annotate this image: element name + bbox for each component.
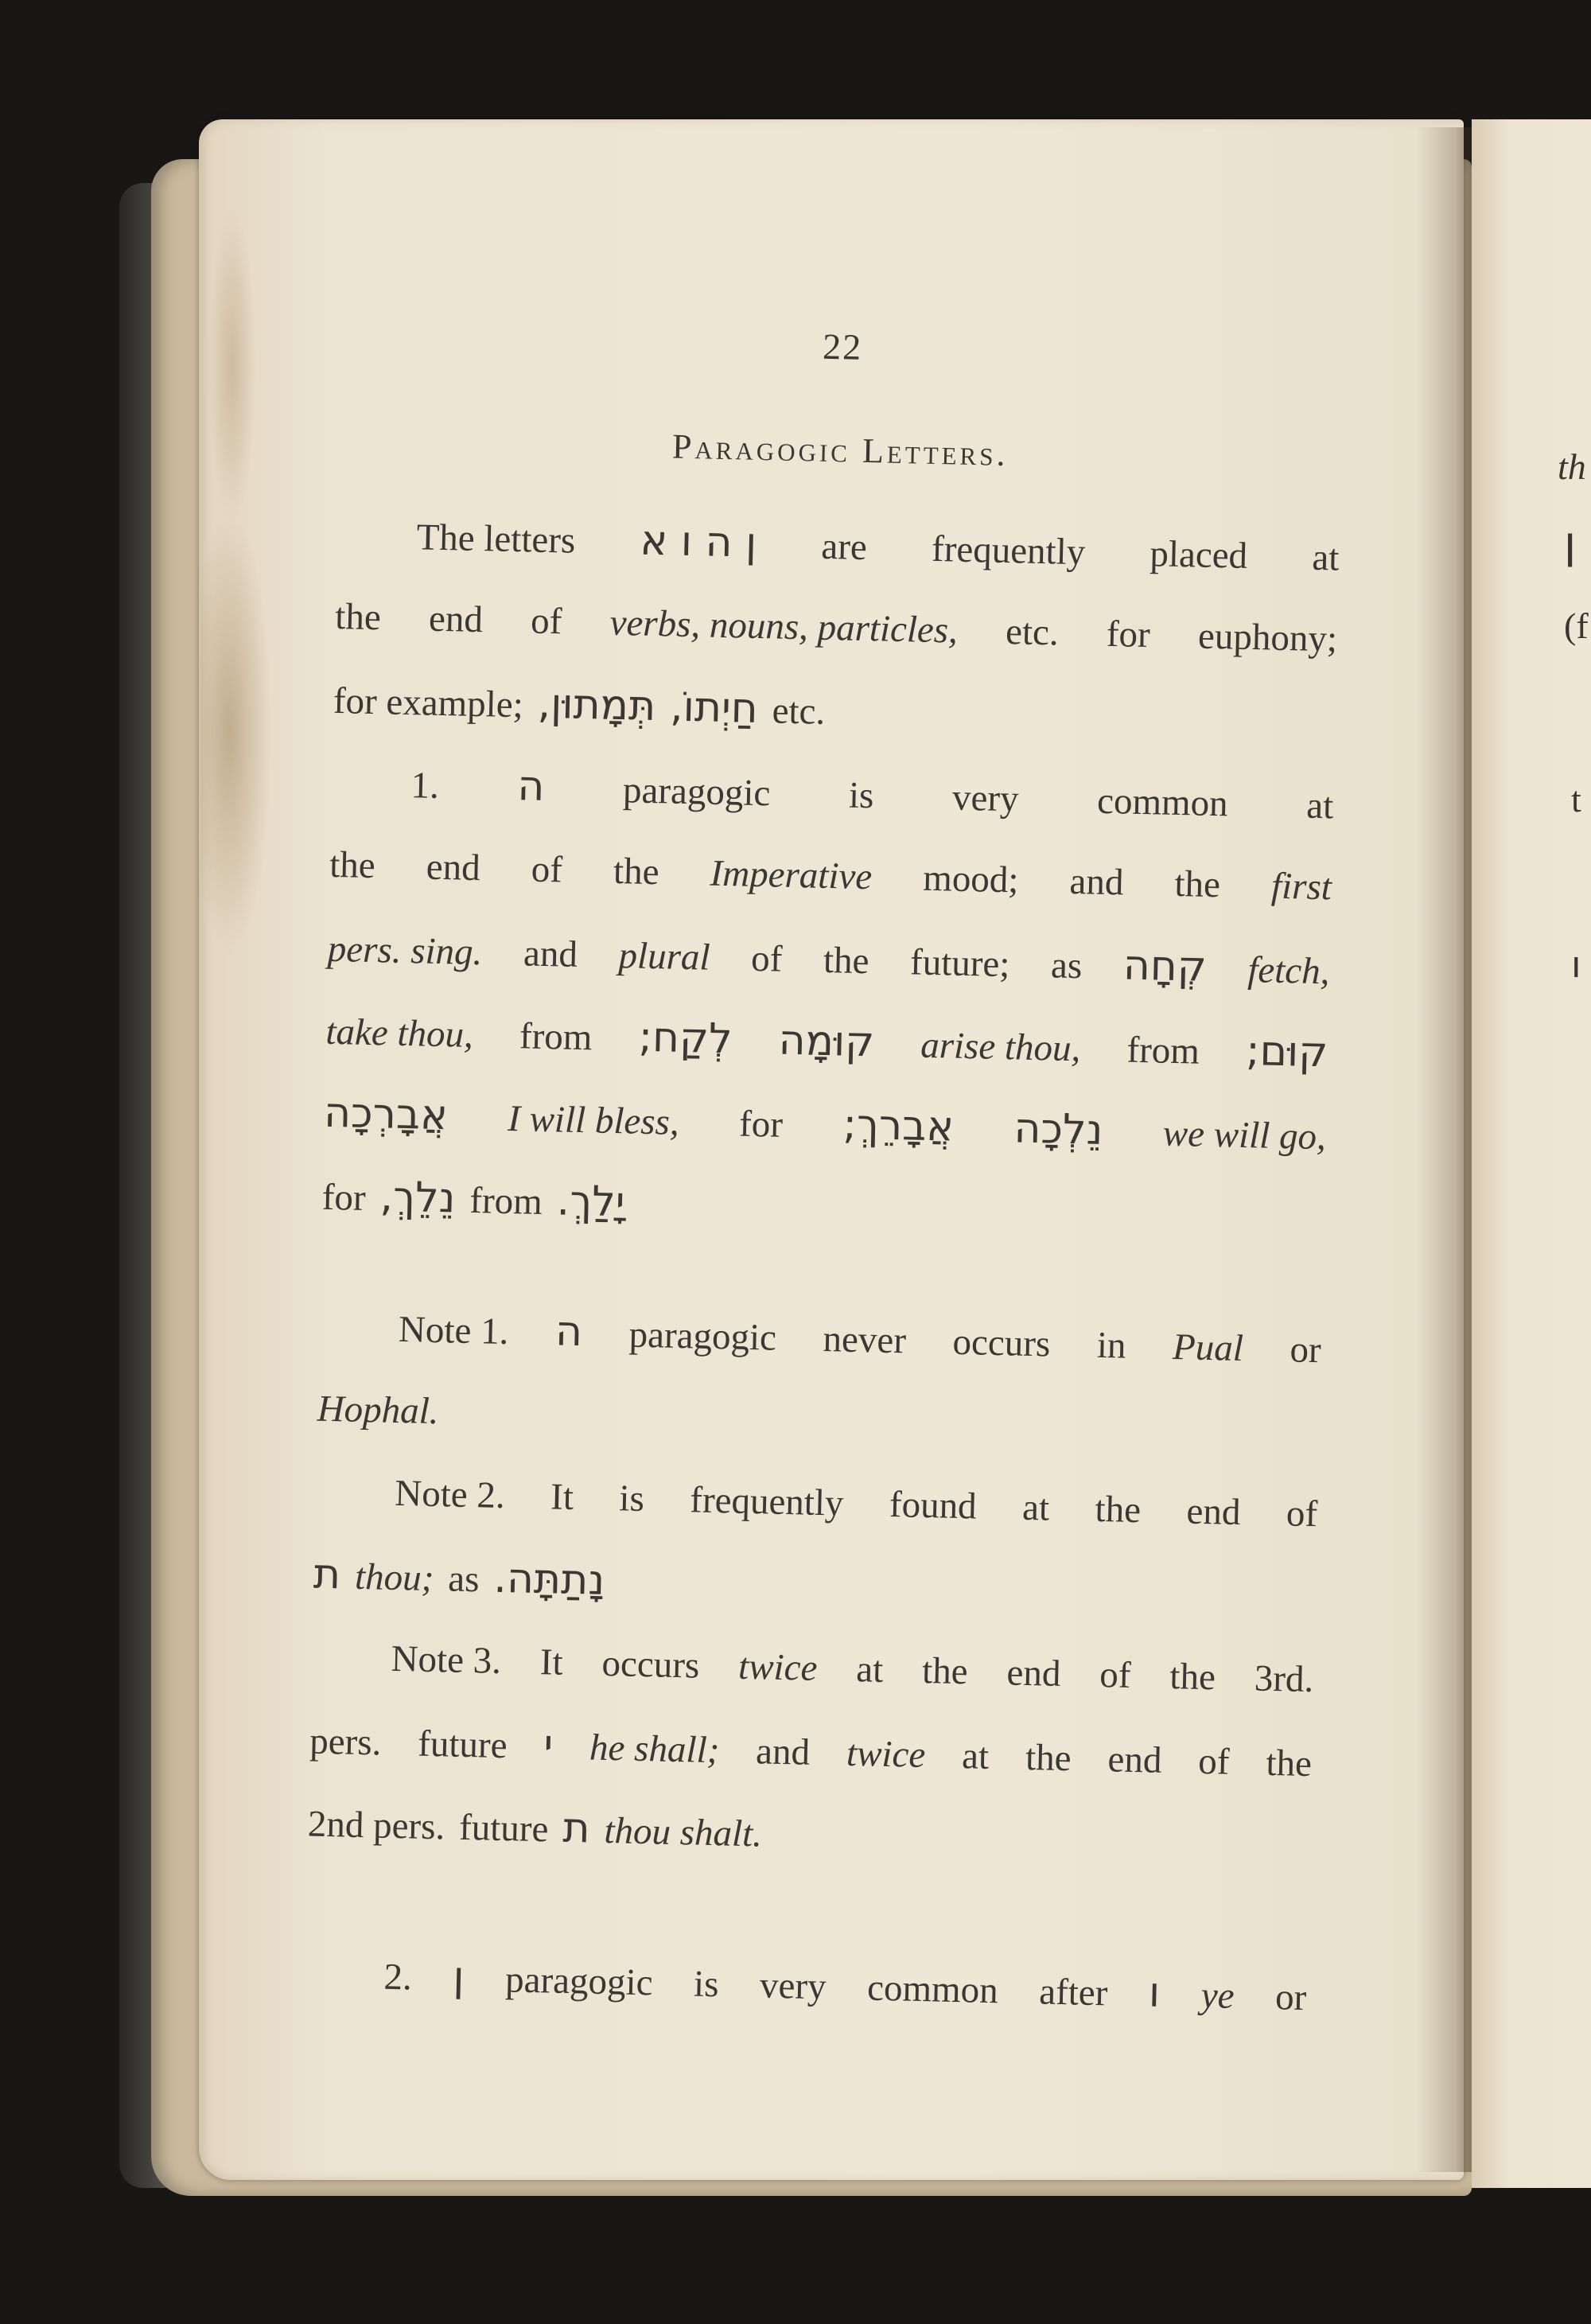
word: found bbox=[889, 1484, 978, 1528]
italic-word: thou; bbox=[354, 1555, 434, 1600]
word: very bbox=[759, 1964, 827, 2008]
word: future bbox=[417, 1723, 508, 1767]
hebrew-letter: ה bbox=[516, 762, 546, 811]
note-label: Note 2. bbox=[394, 1472, 506, 1517]
word: end bbox=[1185, 1490, 1242, 1534]
word: the bbox=[1265, 1742, 1313, 1785]
facing-page-text-4: t bbox=[1571, 779, 1581, 819]
word: the bbox=[329, 843, 376, 887]
word: the bbox=[823, 939, 870, 983]
word: mood; bbox=[922, 857, 1020, 901]
hebrew-letter: ו bbox=[1148, 1968, 1161, 2017]
word: the bbox=[921, 1649, 969, 1693]
word: 2nd pers. bbox=[307, 1803, 445, 1848]
word: etc. bbox=[1005, 611, 1060, 654]
word: from bbox=[1126, 1029, 1200, 1072]
hebrew-word: נָתַתָּה. bbox=[492, 1554, 605, 1605]
note-3 bbox=[307, 1616, 1315, 1887]
word: is bbox=[618, 1477, 645, 1520]
word: paragogic bbox=[622, 769, 771, 815]
italic-word: take thou, bbox=[325, 1010, 474, 1056]
italic-word: thou shalt. bbox=[603, 1809, 763, 1855]
hebrew-letter: ת bbox=[313, 1550, 341, 1599]
hebrew-letter: ן bbox=[452, 1952, 465, 2002]
word: for bbox=[321, 1176, 367, 1219]
note-1 bbox=[317, 1285, 1322, 1473]
hebrew-word: נֵלְכָה bbox=[1013, 1104, 1104, 1154]
word: It bbox=[539, 1641, 564, 1684]
italic-word: pers. sing. bbox=[327, 928, 483, 974]
book-gutter bbox=[1416, 127, 1472, 2172]
word: at bbox=[855, 1649, 884, 1691]
paragraph-1 bbox=[333, 492, 1340, 764]
word: paragogic bbox=[504, 1959, 654, 2004]
word: occurs bbox=[952, 1321, 1051, 1365]
word: and bbox=[755, 1730, 811, 1773]
italic-word: Imperative bbox=[710, 852, 873, 898]
hebrew-word: אֲבָרֵךְ; bbox=[842, 1100, 955, 1151]
word: It bbox=[550, 1476, 574, 1518]
word: the bbox=[613, 850, 660, 893]
note-label: Note 1. bbox=[398, 1308, 509, 1353]
hebrew-letters: ן ה ו א bbox=[639, 516, 757, 567]
list-number: 1. bbox=[410, 765, 440, 807]
hebrew-word: יָלַךְ. bbox=[556, 1177, 626, 1227]
hebrew-word: נֵלֵךְ, bbox=[379, 1173, 457, 1223]
facing-page-text-2: ן bbox=[1564, 517, 1577, 569]
note-label: Note 3. bbox=[391, 1637, 502, 1682]
word: in bbox=[1096, 1324, 1127, 1367]
italic-word: Pual bbox=[1172, 1326, 1244, 1370]
word: of bbox=[1099, 1654, 1132, 1696]
word: from bbox=[519, 1015, 593, 1059]
word: or bbox=[1274, 1976, 1307, 2019]
word: end bbox=[428, 598, 484, 641]
word: of bbox=[750, 937, 783, 980]
word: of bbox=[530, 600, 562, 643]
word: and bbox=[523, 932, 578, 975]
page-stain-top bbox=[208, 207, 256, 525]
word: of bbox=[531, 848, 563, 891]
word: as bbox=[1050, 944, 1083, 987]
italic-word: we will go, bbox=[1162, 1112, 1327, 1158]
word: future bbox=[458, 1806, 549, 1851]
italic-word: plural bbox=[618, 935, 711, 979]
facing-page bbox=[1472, 119, 1591, 2188]
hebrew-word: קוּם; bbox=[1245, 1027, 1328, 1077]
word: never bbox=[823, 1318, 907, 1362]
word: frequently bbox=[931, 527, 1086, 574]
word: the bbox=[1169, 1656, 1216, 1699]
word: of bbox=[1286, 1493, 1318, 1536]
italic-word: first bbox=[1270, 865, 1332, 909]
italic-word: arise thou, bbox=[920, 1024, 1081, 1070]
word: at bbox=[961, 1735, 990, 1777]
word: is bbox=[693, 1963, 720, 2006]
word: pers. bbox=[309, 1720, 382, 1764]
word: as bbox=[447, 1558, 480, 1601]
italic-word: he shall; bbox=[589, 1726, 720, 1772]
page-content bbox=[303, 314, 1344, 2038]
hebrew-letter: ה bbox=[554, 1307, 583, 1357]
facing-page-text-1: th bbox=[1558, 446, 1586, 487]
page-stain bbox=[200, 509, 272, 955]
word: occurs bbox=[601, 1642, 700, 1687]
hebrew-word: חַיְתוֹ, bbox=[669, 683, 759, 733]
word: future; bbox=[909, 941, 1010, 986]
word: paragogic bbox=[628, 1314, 777, 1359]
facing-page-text-5: ו bbox=[1571, 943, 1581, 986]
word: common bbox=[866, 1967, 999, 2012]
word: frequently bbox=[689, 1479, 845, 1524]
word: euphony; bbox=[1197, 615, 1338, 660]
paragraph-2 bbox=[321, 741, 1335, 1259]
word: for example; bbox=[333, 679, 524, 726]
word: the bbox=[1095, 1488, 1142, 1532]
word: or bbox=[1289, 1329, 1322, 1372]
word: the bbox=[334, 595, 382, 639]
word: at bbox=[1021, 1486, 1050, 1529]
word: from bbox=[469, 1179, 543, 1223]
word: end bbox=[1107, 1738, 1163, 1781]
list-number: 2. bbox=[383, 1956, 413, 1999]
word: the bbox=[1173, 862, 1221, 906]
italic-word: twice bbox=[846, 1732, 926, 1777]
word: The letters bbox=[416, 516, 576, 562]
page-number: 22 bbox=[822, 325, 863, 368]
word: is bbox=[848, 774, 874, 817]
note-2 bbox=[313, 1450, 1318, 1639]
word: end bbox=[426, 846, 481, 890]
hebrew-word: תְּמָתוּן, bbox=[537, 679, 656, 731]
word: the bbox=[1025, 1736, 1072, 1780]
italic-word: I will bless, bbox=[507, 1097, 680, 1143]
word: common bbox=[1096, 780, 1229, 825]
word: of bbox=[1197, 1740, 1231, 1783]
word: and bbox=[1069, 860, 1125, 904]
word: etc. bbox=[772, 690, 826, 733]
word: placed bbox=[1149, 533, 1248, 577]
word: for bbox=[738, 1103, 784, 1146]
italic-word: Hophal. bbox=[317, 1388, 440, 1433]
italic-word: ye bbox=[1200, 1975, 1235, 2017]
italic-word: twice bbox=[737, 1645, 818, 1689]
hebrew-letter: ת bbox=[562, 1804, 591, 1853]
word: at bbox=[1305, 784, 1334, 827]
hebrew-letter: י bbox=[543, 1721, 554, 1769]
hebrew-word: אֲבָרְכָה bbox=[323, 1088, 449, 1140]
page-heading: Paragogic Letters. bbox=[671, 426, 1009, 474]
italic-word: fetch, bbox=[1247, 949, 1331, 993]
word: end bbox=[1006, 1652, 1062, 1695]
word: very bbox=[951, 777, 1020, 820]
word: 3rd. bbox=[1254, 1657, 1314, 1701]
hebrew-word: קְחָה bbox=[1122, 941, 1208, 991]
word: after bbox=[1038, 1971, 1108, 2015]
word: for bbox=[1106, 613, 1151, 656]
word: at bbox=[1311, 536, 1340, 579]
hebrew-word: לְקַח; bbox=[637, 1013, 733, 1064]
hebrew-word: קוּמָה bbox=[778, 1016, 875, 1067]
facing-page-text-3: (f bbox=[1564, 605, 1589, 646]
word: are bbox=[820, 525, 868, 569]
italic-word: verbs, nouns, particles, bbox=[609, 601, 959, 652]
